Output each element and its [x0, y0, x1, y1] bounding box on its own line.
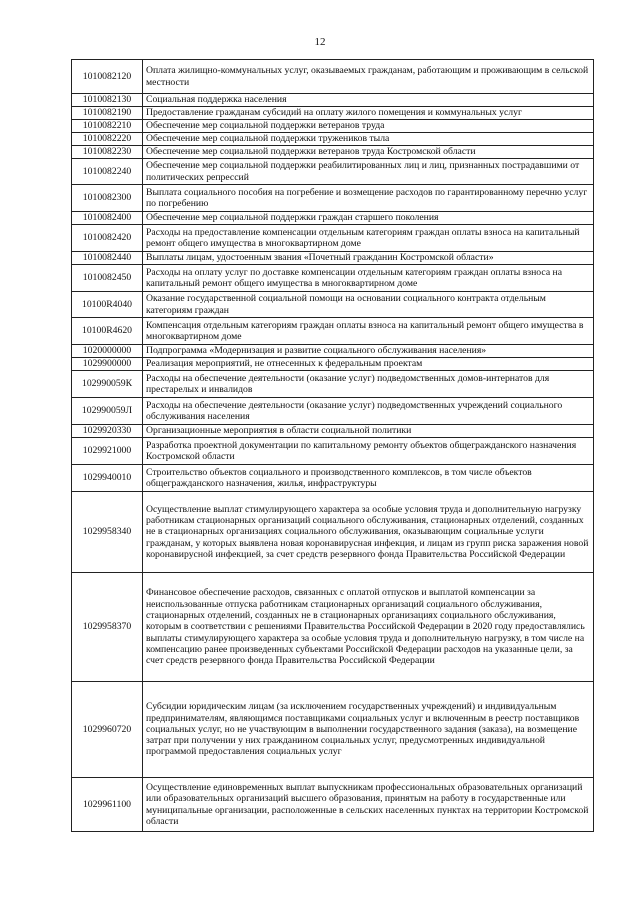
row-code: 1029921000	[72, 438, 143, 465]
table-row	[72, 492, 594, 573]
table-row	[72, 252, 594, 265]
table-row	[72, 94, 594, 107]
budget-codes-table	[71, 59, 594, 832]
row-code: 1029961100	[72, 778, 143, 832]
table-row	[72, 292, 594, 318]
table-row	[72, 438, 594, 465]
row-code: 1010082400	[72, 212, 143, 225]
row-description: Разработка проектной документации по капитальному ремонту объектов общегражданского назначения Костромской области	[143, 438, 594, 465]
row-description: Расходы на обеспечение деятельности (оказание услуг) подведомственных домов-интернатов для престарелых и инвалидов	[143, 371, 594, 398]
row-description: Выплата социального пособия на погребение и возмещение расходов по гарантированному перечню услуг по погребению	[143, 185, 594, 212]
row-code: 1029958340	[72, 492, 143, 573]
table-row	[72, 212, 594, 225]
row-description: Расходы на предоставление компенсации отдельным категориям граждан оплаты взноса на капитальный ремонт общего имущества в многоквартирном доме	[143, 225, 594, 252]
table-row	[72, 265, 594, 292]
row-description: Обеспечение мер социальной поддержки тружеников тыла	[143, 133, 594, 146]
row-description: Социальная поддержка населения	[143, 94, 594, 107]
table-row	[72, 107, 594, 120]
table-row	[72, 185, 594, 212]
table-row	[72, 120, 594, 133]
row-description: Расходы на обеспечение деятельности (оказание услуг) подведомственных учреждений социального обслуживания населения	[143, 398, 594, 425]
table-row	[72, 398, 594, 425]
row-code: 1010082120	[72, 60, 143, 94]
row-description: Обеспечение мер социальной поддержки ветеранов труда	[143, 120, 594, 133]
row-code: 1029958370	[72, 573, 143, 682]
row-code: 1029920330	[72, 425, 143, 438]
table-row	[72, 225, 594, 252]
row-code: 1010082210	[72, 120, 143, 133]
row-description: Оплата жилищно-коммунальных услуг, оказываемых гражданам, работающим и проживающим в сельской местности	[143, 60, 594, 94]
row-code: 1020000000	[72, 345, 143, 358]
row-code: 1010082440	[72, 252, 143, 265]
row-code: 1010082240	[72, 159, 143, 185]
row-code: 1010082190	[72, 107, 143, 120]
table-row	[72, 371, 594, 398]
row-description: Выплаты лицам, удостоенным звания «Почетный гражданин Костромской области»	[143, 252, 594, 265]
row-description: Организационные мероприятия в области социальной политики	[143, 425, 594, 438]
row-description: Строительство объектов социального и производственного комплексов, в том числе объектов общегражданского назначения, жилья, инфраструктуры	[143, 465, 594, 492]
row-code: 1029960720	[72, 682, 143, 778]
row-description: Предоставление гражданам субсидий на оплату жилого помещения и коммунальных услуг	[143, 107, 594, 120]
row-code: 1010082130	[72, 94, 143, 107]
table-row	[72, 778, 594, 832]
row-code: 1010082220	[72, 133, 143, 146]
table-row	[72, 573, 594, 682]
row-description: Обеспечение мер социальной поддержки граждан старшего поколения	[143, 212, 594, 225]
row-description: Обеспечение мер социальной поддержки реабилитированных лиц и лиц, признанных пострадавшими от политических репрессий	[143, 159, 594, 185]
row-code: 10100R4620	[72, 318, 143, 345]
row-code: 102990059К	[72, 371, 143, 398]
table-row	[72, 358, 594, 371]
table-row	[72, 159, 594, 185]
row-code: 1010082420	[72, 225, 143, 252]
row-code: 10100R4040	[72, 292, 143, 318]
table-row	[72, 682, 594, 778]
row-description: Реализация мероприятий, не отнесенных к федеральным проектам	[143, 358, 594, 371]
table-row	[72, 133, 594, 146]
row-code: 1010082230	[72, 146, 143, 159]
table-row	[72, 345, 594, 358]
row-code: 1010082300	[72, 185, 143, 212]
row-description: Обеспечение мер социальной поддержки ветеранов труда Костромской области	[143, 146, 594, 159]
row-code: 102990059Л	[72, 398, 143, 425]
table-row	[72, 60, 594, 94]
row-description: Компенсация отдельным категориям граждан оплаты взноса на капитальный ремонт общего имущества в многоквартирном доме	[143, 318, 594, 345]
row-description: Расходы на оплату услуг по доставке компенсации отдельным категориям граждан оплаты взноса на капитальный ремонт общего имущества в многоквартирном доме	[143, 265, 594, 292]
table-row	[72, 425, 594, 438]
table-row	[72, 465, 594, 492]
table-row	[72, 318, 594, 345]
page-number: 12	[314, 36, 326, 48]
row-description: Субсидии юридическим лицам (за исключением государственных учреждений) и индивидуальным предпринимателям, являющимся поставщиками социальных услуг и включенным в реестр поставщиков социальных услуг, но не участвующим в выполнении государственного задания (заказа), на возмещение затрат при получении у них гражданином социальных услуг, предусмотренных индивидуальной программой предоставления социальных услуг	[143, 682, 594, 778]
row-description: Оказание государственной социальной помощи на основании социального контракта отдельным категориям граждан	[143, 292, 594, 318]
row-description: Подпрограмма «Модернизация и развитие социального обслуживания населения»	[143, 345, 594, 358]
row-code: 1029900000	[72, 358, 143, 371]
row-description: Осуществление единовременных выплат выпускникам профессиональных образовательных организаций или образовательных организаций высшего образования, принятым на работу в государственные или муниципальные организации, расположенные в сельских населенных пунктах на территории Костромской области	[143, 778, 594, 832]
row-description: Финансовое обеспечение расходов, связанных с оплатой отпусков и выплатой компенсации за неиспользованные отпуска работникам стационарных организаций социального обслуживания, стационарных отделений, созданных не в стационарных организациях социального обслуживания, которым в соответствии с решениями Правительства Российской Федерации в 2020 году предоставлялись выплаты стимулирующего характера за особые условия труда и дополнительную нагрузку, в том числе на компенсацию ранее произведенных субъектами Российской Федерации расходов на указанные цели, за счет средств резервного фонда Правительства Российской Федерации	[143, 573, 594, 682]
row-code: 1010082450	[72, 265, 143, 292]
row-code: 1029940010	[72, 465, 143, 492]
row-description: Осуществление выплат стимулирующего характера за особые условия труда и дополнительную нагрузку работникам стационарных организаций социального обслуживания, стационарных отделений, созданных не в стационарных организациях социального обслуживания, оказывающим социальные услуги гражданам, у которых выявлена новая коронавирусная инфекция, и лицам из групп риска заражения новой коронавирусной инфекцией, за счет средств резервного фонда Правительства Российской Федерации	[143, 492, 594, 573]
table-row	[72, 146, 594, 159]
